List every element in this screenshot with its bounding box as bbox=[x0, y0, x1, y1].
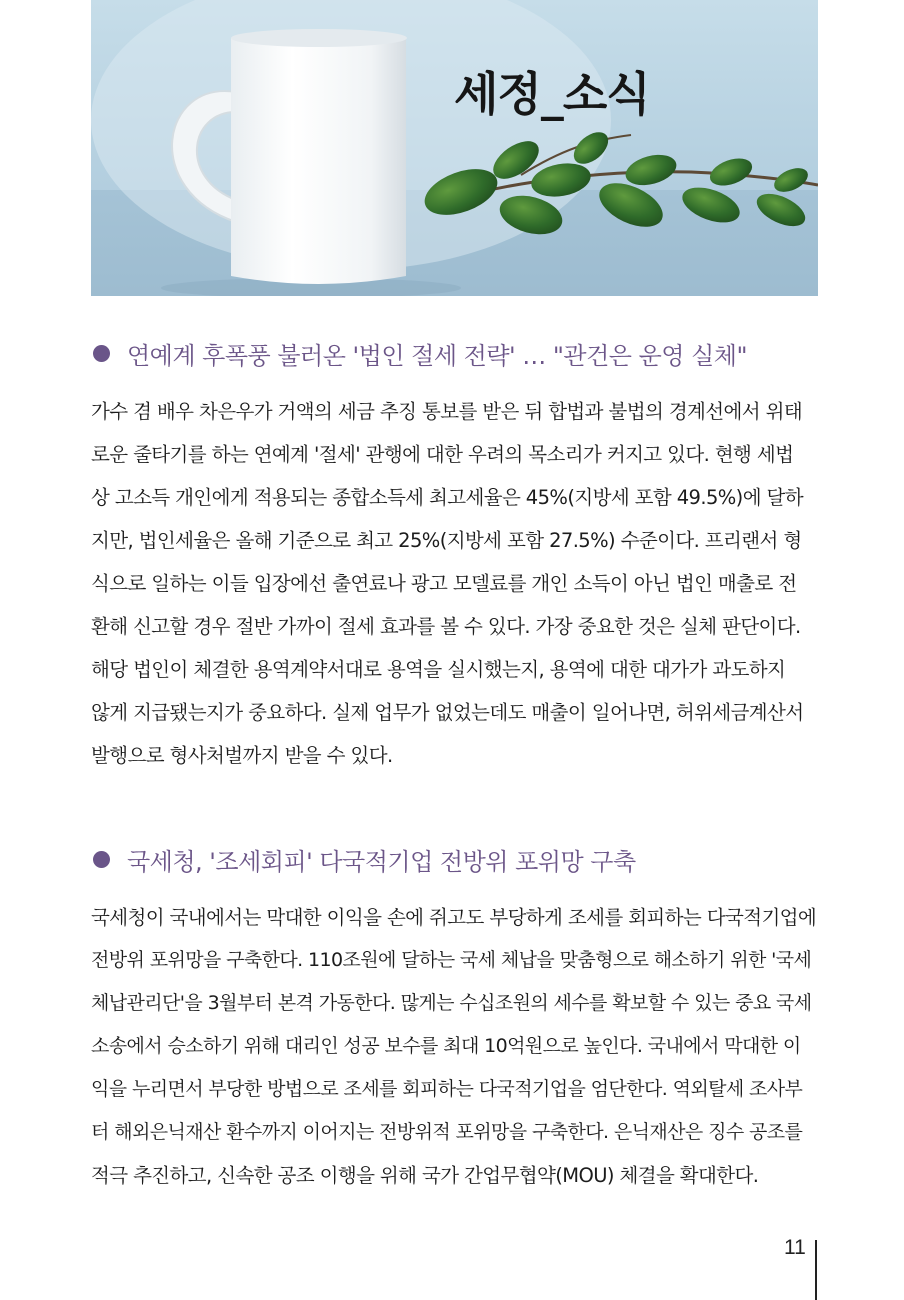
page-title: 세정_소식 bbox=[454, 67, 650, 121]
bullet-icon bbox=[93, 851, 110, 868]
article-heading bbox=[91, 336, 818, 371]
article-heading bbox=[91, 842, 818, 877]
body-line: 체납관리단'을 3월부터 본격 가동한다. 많게는 수십조원의 세수를 확보할 수 있는 중요 국세 bbox=[91, 992, 812, 1014]
body-line: 해당 법인이 체결한 용역계약서대로 용역을 실시했는지, 용역에 대한 대가가 과도하지 bbox=[91, 658, 786, 681]
article-heading-text: 국세청, '조세회피' 다국적기업 전방위 포위망 구축 bbox=[127, 848, 636, 876]
header-photo bbox=[91, 0, 818, 296]
article-body bbox=[91, 390, 818, 777]
article-2 bbox=[91, 842, 818, 1197]
body-line: 로운 줄타기를 하는 연예계 '절세' 관행에 대한 우려의 목소리가 커지고 있다. 현행 세법 bbox=[91, 443, 794, 466]
body-line: 소송에서 승소하기 위해 대리인 성공 보수를 최대 10억원으로 높인다. 국내에서 막대한 이 bbox=[91, 1035, 801, 1057]
article-heading-text: 연예계 후폭풍 불러온 '법인 절세 전략' … "관건은 운영 실체" bbox=[127, 342, 747, 370]
body-line: 않게 지급됐는지가 중요하다. 실제 업무가 없었는데도 매출이 일어나면, 허위세금계산서 bbox=[91, 701, 804, 724]
body-line: 발행으로 형사처벌까지 받을 수 있다. bbox=[91, 744, 393, 767]
bullet-icon bbox=[93, 345, 110, 362]
body-line: 가수 겸 배우 차은우가 거액의 세금 추징 통보를 받은 뒤 합법과 불법의 경계선에서 위태 bbox=[91, 400, 803, 423]
article-body bbox=[91, 896, 818, 1197]
page-number: 11 bbox=[784, 1236, 806, 1259]
article-1 bbox=[91, 336, 818, 777]
body-line: 상 고소득 개인에게 적용되는 종합소득세 최고세율은 45%(지방세 포함 49.5%)에 달하 bbox=[91, 486, 804, 509]
body-line: 환해 신고할 경우 절반 가까이 절세 효과를 볼 수 있다. 가장 중요한 것은 실체 판단이다. bbox=[91, 615, 801, 638]
page-number-divider bbox=[815, 1240, 817, 1300]
body-line: 적극 추진하고, 신속한 공조 이행을 위해 국가 간업무협약(MOU) 체결을 확대한다. bbox=[91, 1164, 759, 1187]
mug-and-leaves-illustration bbox=[91, 0, 818, 296]
body-line: 국세청이 국내에서는 막대한 이익을 손에 쥐고도 부당하게 조세를 회피하는 다국적기업에 bbox=[91, 906, 817, 929]
body-line: 터 해외은닉재산 환수까지 이어지는 전방위적 포위망을 구축한다. 은닉재산은 징수 공조를 bbox=[91, 1121, 803, 1143]
body-line: 지만, 법인세율은 올해 기준으로 최고 25%(지방세 포함 27.5%) 수준이다. 프리랜서 형 bbox=[91, 529, 802, 552]
body-line: 전방위 포위망을 구축한다. 110조원에 달하는 국세 체납을 맞춤형으로 해소하기 위한 '국세 bbox=[91, 949, 812, 971]
body-line: 식으로 일하는 이들 입장에선 출연료나 광고 모델료를 개인 소득이 아닌 법인 매출로 전 bbox=[91, 572, 797, 595]
body-line: 익을 누리면서 부당한 방법으로 조세를 회피하는 다국적기업을 엄단한다. 역외탈세 조사부 bbox=[91, 1078, 803, 1100]
